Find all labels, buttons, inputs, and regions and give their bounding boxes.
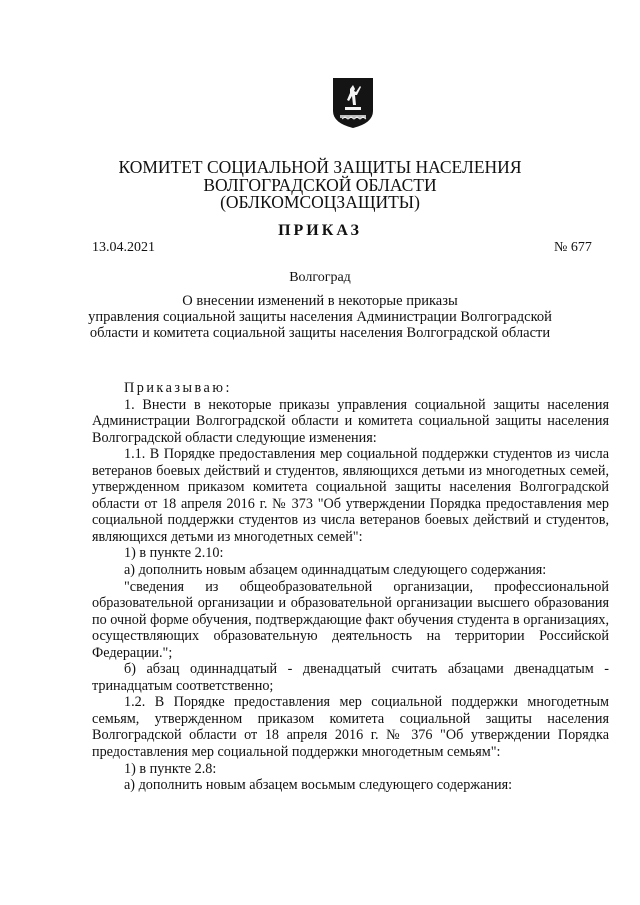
subitem-1-second: 1) в пункте 2.8: xyxy=(124,760,217,777)
document-date: 13.04.2021 xyxy=(92,240,155,255)
subitem-a-second: а) дополнить новым абзацем восьмым следующего содержания: xyxy=(124,777,513,794)
subitem-1: 1) в пункте 2.10: xyxy=(124,545,224,562)
coat-of-arms-icon xyxy=(332,77,374,129)
quoted-text: "сведения из общеобразовательной организации, профессиональной образовательной организации и образовательной организации высшего образования по очной форме обучения, подтверждающие факт обучения студента в организациях, осуществляющих образовательную деятельность на территории Российской Федерации."; xyxy=(92,578,609,661)
paragraph-1-2: 1.2. В Порядке предоставления мер социальной поддержки многодетным семьям, утвержденном приказом комитета социальной защиты населения Волгоградской области от 18 апреля 2016 г. № 376 "Об утверждении Порядка предоставления мер социальной поддержки многодетным семьям": xyxy=(92,694,609,761)
document-city: Волгоград xyxy=(289,270,351,285)
document-body xyxy=(92,380,609,794)
org-abbreviation: (ОБЛКОМСОЦЗАЩИТЫ) xyxy=(220,192,420,212)
title-line-2: управления социальной защиты населения Администрации Волгоградской xyxy=(88,309,552,325)
paragraph-1-1: 1.1. В Порядке предоставления мер социальной поддержки студентов из числа ветеранов боевых действий и студентов, являющихся детьми из многодетных семей, утвержденном приказом комитета социальной защиты населения Волгоградской области от 18 апреля 2016 г. № 373 "Об утверждении Порядка предоставления мер социальной поддержки студентов из числа ветеранов боевых действий и студентов, являющихся детьми из многодетных семей": xyxy=(92,446,609,545)
subitem-b: б) абзац одиннадцатый - двенадцатый считать абзацами двенадцатым - тринадцатым соответственно; xyxy=(92,661,609,694)
document-type: ПРИКАЗ xyxy=(278,222,362,239)
subitem-a: а) дополнить новым абзацем одиннадцатым следующего содержания: xyxy=(124,562,547,579)
document-number: № 677 xyxy=(554,240,592,255)
title-line-1: О внесении изменений в некоторые приказы xyxy=(182,293,458,309)
paragraph-1: 1. Внести в некоторые приказы управления социальной защиты населения Администрации Волгоградской области и комитета социальной защиты населения Волгоградской области следующие изменения: xyxy=(92,396,609,446)
org-name-line-2: ВОЛГОГРАДСКОЙ ОБЛАСТИ xyxy=(203,175,437,195)
title-line-3: области и комитета социальной защиты населения Волгоградской области xyxy=(89,325,551,341)
order-opening: Приказываю: xyxy=(124,380,232,396)
org-name-line-1: КОМИТЕТ СОЦИАЛЬНОЙ ЗАЩИТЫ НАСЕЛЕНИЯ xyxy=(118,157,522,177)
